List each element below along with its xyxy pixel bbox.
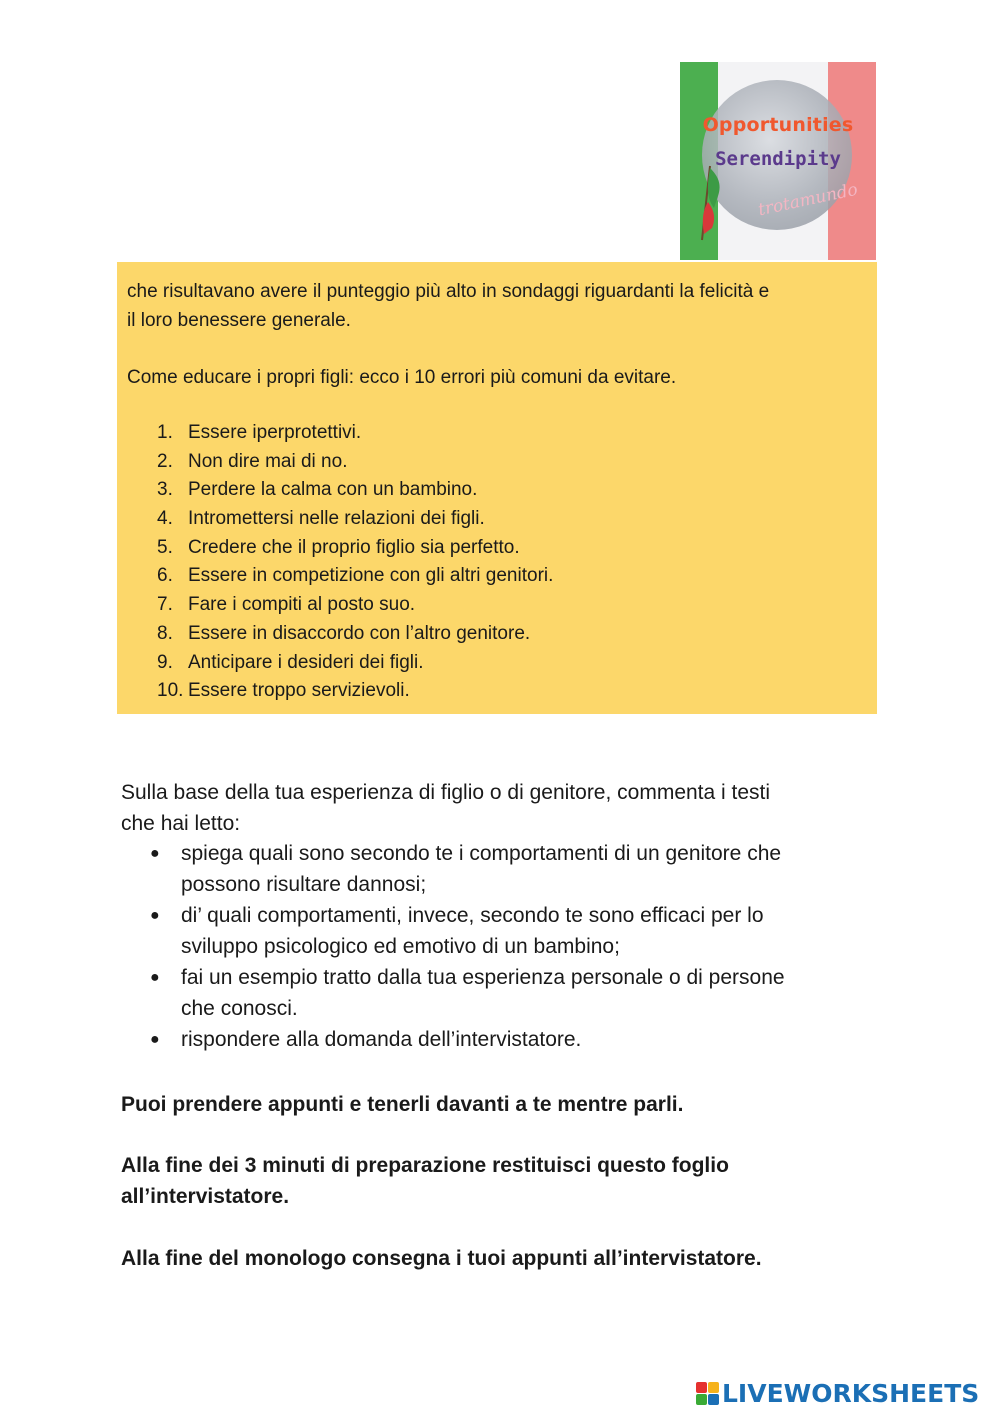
brand-text: LIVEWORKSHEETS [722,1378,980,1408]
list-item [157,591,553,620]
list-item [157,620,553,649]
instructions-bullet-list [150,838,785,1055]
logo-line2: Serendipity [715,148,841,170]
bullet-icon: ● [150,907,160,924]
box-heading: Come educare i propri figli: ecco i 10 errori più comuni da evitare. [127,367,677,388]
italian-flag-icon [688,162,728,242]
item-number: 9. [157,651,173,673]
instructions-line1: Sulla base della tua esperienza di figlio o di genitore, commenta i testi [121,781,771,804]
bullet-line: possono risultare dannosi; [181,873,427,896]
bullet-line: di’ quali comportamenti, invece, secondo te sono efficaci per lo [181,904,764,927]
note-hand-in-notes: Alla fine del monologo consegna i tuoi appunti all’intervistatore. [121,1247,762,1270]
note-return-sheet-line1: Alla fine dei 3 minuti di preparazione restituisci questo foglio [121,1154,729,1177]
bullet-item [150,1024,785,1055]
bullet-line: che conosci. [181,997,298,1020]
instructions-line2: che hai letto: [121,812,241,835]
item-text: Fare i compiti al posto suo. [188,594,416,616]
list-item [157,562,553,591]
note-return-sheet-line2: all’intervistatore. [121,1185,290,1208]
item-number: 7. [157,594,173,616]
item-number: 5. [157,536,173,558]
item-number: 10. [157,680,184,702]
bullet-item [150,838,785,900]
yellow-text-box [117,262,877,714]
item-text: Intromettersi nelle relazioni dei figli. [188,508,485,530]
list-item [157,534,553,563]
list-item [157,448,553,477]
item-text: Non dire mai di no. [188,450,348,472]
item-number: 2. [157,450,173,472]
item-number: 3. [157,479,173,501]
list-item [157,476,553,505]
item-text: Essere iperprotettivi. [188,422,362,443]
bullet-line: rispondere alla domanda dell’intervistatore. [181,1028,582,1051]
item-number: 1. [157,422,173,443]
logo-line3: trotamundo [756,179,860,221]
item-text: Credere che il proprio figlio sia perfetto. [188,536,520,558]
list-item [157,649,553,678]
note-take-notes: Puoi prendere appunti e tenerli davanti a te mentre parli. [121,1093,684,1116]
item-number: 8. [157,622,173,644]
item-number: 6. [157,565,173,587]
item-text: Essere in competizione con gli altri genitori. [188,565,554,587]
list-item [157,677,553,706]
bullet-line: spiega quali sono secondo te i comportamenti di un genitore che [181,842,782,865]
logo-line1: Opportunities [702,114,854,136]
box-intro-line2: il loro benessere generale. [127,310,351,331]
bullet-line: fai un esempio tratto dalla tua esperienza personale o di persone [181,966,785,989]
item-text: Perdere la calma con un bambino. [188,479,478,501]
item-number: 4. [157,508,173,530]
mistakes-list [157,419,553,706]
liveworksheets-logo-icon [696,1382,719,1405]
bullet-icon: ● [150,845,160,862]
item-text: Anticipare i desideri dei figli. [188,651,424,673]
list-item [157,419,553,448]
box-intro-line1: che risultavano avere il punteggio più alto in sondaggi riguardanti la felicità e [127,281,770,302]
bullet-icon: ● [150,969,160,986]
list-item [157,505,553,534]
liveworksheets-brand[interactable] [696,1378,979,1408]
logo [680,62,876,260]
item-text: Essere troppo servizievoli. [188,680,410,702]
bullet-line: sviluppo psicologico ed emotivo di un bambino; [181,935,620,958]
bullet-icon: ● [150,1031,160,1048]
bullet-item [150,962,785,1024]
bullet-item [150,900,785,962]
item-text: Essere in disaccordo con l’altro genitore. [188,622,531,644]
